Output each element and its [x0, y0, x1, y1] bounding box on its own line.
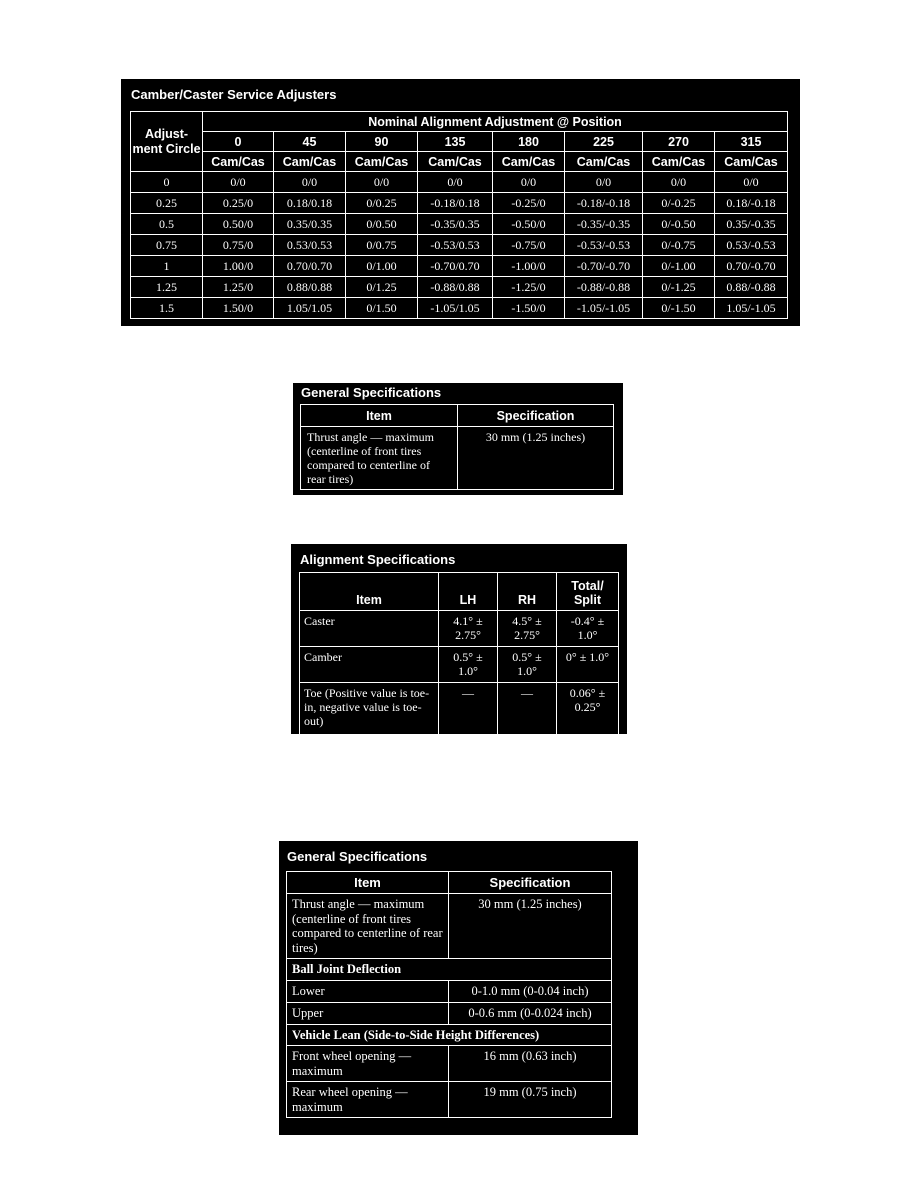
position-header: 225	[565, 132, 643, 152]
cam-cas-value-cell: 0/-0.25	[643, 193, 715, 214]
upper-spec: 0-0.6 mm (0-0.024 inch)	[449, 1002, 612, 1024]
cam-cas-value-cell: 0/0.75	[346, 235, 418, 256]
caster-item: Caster	[300, 611, 439, 647]
cam-cas-value-cell: -0.53/0.53	[418, 235, 493, 256]
lower-spec: 0-1.0 mm (0-0.04 inch)	[449, 980, 612, 1002]
rear-wheel-item: Rear wheel opening — maximum	[287, 1082, 449, 1118]
front-wheel-spec: 16 mm (0.63 inch)	[449, 1046, 612, 1082]
cam-cas-value-cell: 1.05/1.05	[274, 298, 346, 319]
table-row	[131, 214, 788, 235]
front-wheel-row	[287, 1046, 612, 1082]
cam-cas-value-cell: -0.88/0.88	[418, 277, 493, 298]
cam-cas-value-cell: -1.05/1.05	[418, 298, 493, 319]
thrust-angle-spec: 30 mm (1.25 inches)	[449, 894, 612, 959]
cam-cas-value-cell: 0/0.25	[346, 193, 418, 214]
cam-cas-value-cell: -0.35/-0.35	[565, 214, 643, 235]
adjustment-circle-cell: 0	[131, 172, 203, 193]
cam-cas-value-cell: 0.88/0.88	[274, 277, 346, 298]
toe-lh: —	[439, 683, 498, 735]
cam-cas-value-cell: 0/0	[565, 172, 643, 193]
cam-cas-subheader-row	[131, 152, 788, 172]
toe-total: 0.06° ± 0.25°	[557, 683, 619, 735]
adjustment-circle-cell: 1	[131, 256, 203, 277]
cam-cas-value-cell: -0.35/0.35	[418, 214, 493, 235]
cam-cas-value-cell: -0.53/-0.53	[565, 235, 643, 256]
item-header: Item	[300, 573, 439, 611]
general-specs-title: General Specifications	[301, 385, 442, 400]
nominal-alignment-header: Nominal Alignment Adjustment @ Position	[203, 112, 788, 132]
cam-cas-value-cell: 0/0	[203, 172, 274, 193]
cam-cas-value-cell: 0.18/0.18	[274, 193, 346, 214]
cam-cas-value-cell: 1.00/0	[203, 256, 274, 277]
rear-wheel-spec: 19 mm (0.75 inch)	[449, 1082, 612, 1118]
cam-cas-value-cell: 0.25/0	[203, 193, 274, 214]
table-row	[131, 172, 788, 193]
section-row	[287, 1024, 612, 1046]
cam-cas-value-cell: -0.25/0	[493, 193, 565, 214]
general-specs-table	[300, 404, 614, 490]
adjusters-title: Camber/Caster Service Adjusters	[131, 87, 337, 102]
position-header-row	[131, 132, 788, 152]
thrust-angle-row	[287, 894, 612, 959]
cam-cas-value-cell: 0.53/-0.53	[715, 235, 788, 256]
cam-cas-value-cell: -0.18/-0.18	[565, 193, 643, 214]
cam-cas-header: Cam/Cas	[565, 152, 643, 172]
cam-cas-value-cell: 0.70/0.70	[274, 256, 346, 277]
cam-cas-value-cell: -0.18/0.18	[418, 193, 493, 214]
position-header: 315	[715, 132, 788, 152]
item-header: Item	[287, 872, 449, 894]
cam-cas-header: Cam/Cas	[346, 152, 418, 172]
camber-rh: 0.5° ± 1.0°	[498, 647, 557, 683]
cam-cas-value-cell: 0.18/-0.18	[715, 193, 788, 214]
cam-cas-value-cell: 0.75/0	[203, 235, 274, 256]
lower-row	[287, 980, 612, 1002]
adjustment-circle-header: Adjust-ment Circle	[131, 112, 203, 172]
cam-cas-value-cell: 0/0.50	[346, 214, 418, 235]
cam-cas-header: Cam/Cas	[418, 152, 493, 172]
cam-cas-value-cell: 1.50/0	[203, 298, 274, 319]
cam-cas-value-cell: 0/1.00	[346, 256, 418, 277]
lower-item: Lower	[287, 980, 449, 1002]
alignment-specs-table	[299, 572, 619, 735]
table-row	[131, 298, 788, 319]
cam-cas-header: Cam/Cas	[715, 152, 788, 172]
cam-cas-value-cell: 0/1.25	[346, 277, 418, 298]
cam-cas-value-cell: 0.70/-0.70	[715, 256, 788, 277]
thrust-angle-item: Thrust angle — maximum (centerline of front tires compared to centerline of rear tires)	[287, 894, 449, 959]
cam-cas-value-cell: 0.35/-0.35	[715, 214, 788, 235]
camber-row	[300, 647, 619, 683]
adjustment-circle-cell: 0.25	[131, 193, 203, 214]
specification-header: Specification	[458, 405, 614, 427]
cam-cas-value-cell: 0/0	[418, 172, 493, 193]
caster-rh: 4.5° ± 2.75°	[498, 611, 557, 647]
alignment-specifications-panel	[291, 544, 627, 734]
item-header: Item	[301, 405, 458, 427]
cam-cas-value-cell: 0.53/0.53	[274, 235, 346, 256]
cam-cas-value-cell: -1.25/0	[493, 277, 565, 298]
cam-cas-value-cell: -0.75/0	[493, 235, 565, 256]
toe-item: Toe (Positive value is toe-in, negative value is toe-out)	[300, 683, 439, 735]
table-row	[131, 256, 788, 277]
cam-cas-value-cell: 0/0	[493, 172, 565, 193]
camber-item: Camber	[300, 647, 439, 683]
cam-cas-value-cell: 1.25/0	[203, 277, 274, 298]
total-split-header: Total/ Split	[557, 573, 619, 611]
lh-header: LH	[439, 573, 498, 611]
cam-cas-value-cell: 0/0	[346, 172, 418, 193]
table-row	[301, 427, 614, 490]
adjustment-circle-cell: 0.5	[131, 214, 203, 235]
position-header: 135	[418, 132, 493, 152]
adjusters-table-body	[131, 172, 788, 319]
thrust-angle-item: Thrust angle — maximum (centerline of front tires compared to centerline of rear tires)	[301, 427, 458, 490]
cam-cas-value-cell: 0/1.50	[346, 298, 418, 319]
cam-cas-value-cell: -0.70/-0.70	[565, 256, 643, 277]
position-header: 180	[493, 132, 565, 152]
cam-cas-header: Cam/Cas	[643, 152, 715, 172]
cam-cas-value-cell: 0/0	[274, 172, 346, 193]
position-header: 45	[274, 132, 346, 152]
alignment-specs-title: Alignment Specifications	[300, 552, 456, 567]
cam-cas-value-cell: 0.88/-0.88	[715, 277, 788, 298]
cam-cas-value-cell: 0/-1.25	[643, 277, 715, 298]
cam-cas-value-cell: -0.50/0	[493, 214, 565, 235]
general-specifications-panel	[293, 383, 623, 495]
adjusters-table	[130, 111, 788, 319]
position-header: 270	[643, 132, 715, 152]
upper-item: Upper	[287, 1002, 449, 1024]
camber-lh: 0.5° ± 1.0°	[439, 647, 498, 683]
cam-cas-value-cell: -1.50/0	[493, 298, 565, 319]
cam-cas-value-cell: 0/-0.75	[643, 235, 715, 256]
cam-cas-value-cell: 0.35/0.35	[274, 214, 346, 235]
camber-caster-adjusters-panel	[121, 79, 800, 326]
cam-cas-header: Cam/Cas	[493, 152, 565, 172]
cam-cas-header: Cam/Cas	[203, 152, 274, 172]
cam-cas-value-cell: 0/-0.50	[643, 214, 715, 235]
toe-rh: —	[498, 683, 557, 735]
vehicle-lean-header: Vehicle Lean (Side-to-Side Height Differences)	[287, 1024, 612, 1046]
camber-total: 0° ± 1.0°	[557, 647, 619, 683]
cam-cas-value-cell: -1.05/-1.05	[565, 298, 643, 319]
cam-cas-value-cell: 0.50/0	[203, 214, 274, 235]
rh-header: RH	[498, 573, 557, 611]
adjustment-circle-cell: 0.75	[131, 235, 203, 256]
general-specifications-full-panel	[279, 841, 638, 1135]
ball-joint-deflection-header: Ball Joint Deflection	[287, 959, 612, 981]
table-row	[131, 277, 788, 298]
section-row	[287, 959, 612, 981]
cam-cas-value-cell: 0/0	[715, 172, 788, 193]
toe-row	[300, 683, 619, 735]
cam-cas-value-cell: -1.00/0	[493, 256, 565, 277]
specification-header: Specification	[449, 872, 612, 894]
general-specs-full-table	[286, 871, 612, 1118]
upper-row	[287, 1002, 612, 1024]
cam-cas-value-cell: 0/-1.50	[643, 298, 715, 319]
caster-lh: 4.1° ± 2.75°	[439, 611, 498, 647]
table-row	[131, 193, 788, 214]
front-wheel-item: Front wheel opening — maximum	[287, 1046, 449, 1082]
caster-row	[300, 611, 619, 647]
cam-cas-value-cell: 0/-1.00	[643, 256, 715, 277]
cam-cas-header: Cam/Cas	[274, 152, 346, 172]
cam-cas-value-cell: -0.70/0.70	[418, 256, 493, 277]
position-header: 0	[203, 132, 274, 152]
position-header: 90	[346, 132, 418, 152]
cam-cas-value-cell: 1.05/-1.05	[715, 298, 788, 319]
general-specs-full-title: General Specifications	[287, 849, 428, 864]
cam-cas-value-cell: 0/0	[643, 172, 715, 193]
thrust-angle-spec: 30 mm (1.25 inches)	[458, 427, 614, 490]
adjustment-circle-cell: 1.25	[131, 277, 203, 298]
cam-cas-value-cell: -0.88/-0.88	[565, 277, 643, 298]
rear-wheel-row	[287, 1082, 612, 1118]
table-row	[131, 235, 788, 256]
adjustment-circle-cell: 1.5	[131, 298, 203, 319]
caster-total: -0.4° ± 1.0°	[557, 611, 619, 647]
